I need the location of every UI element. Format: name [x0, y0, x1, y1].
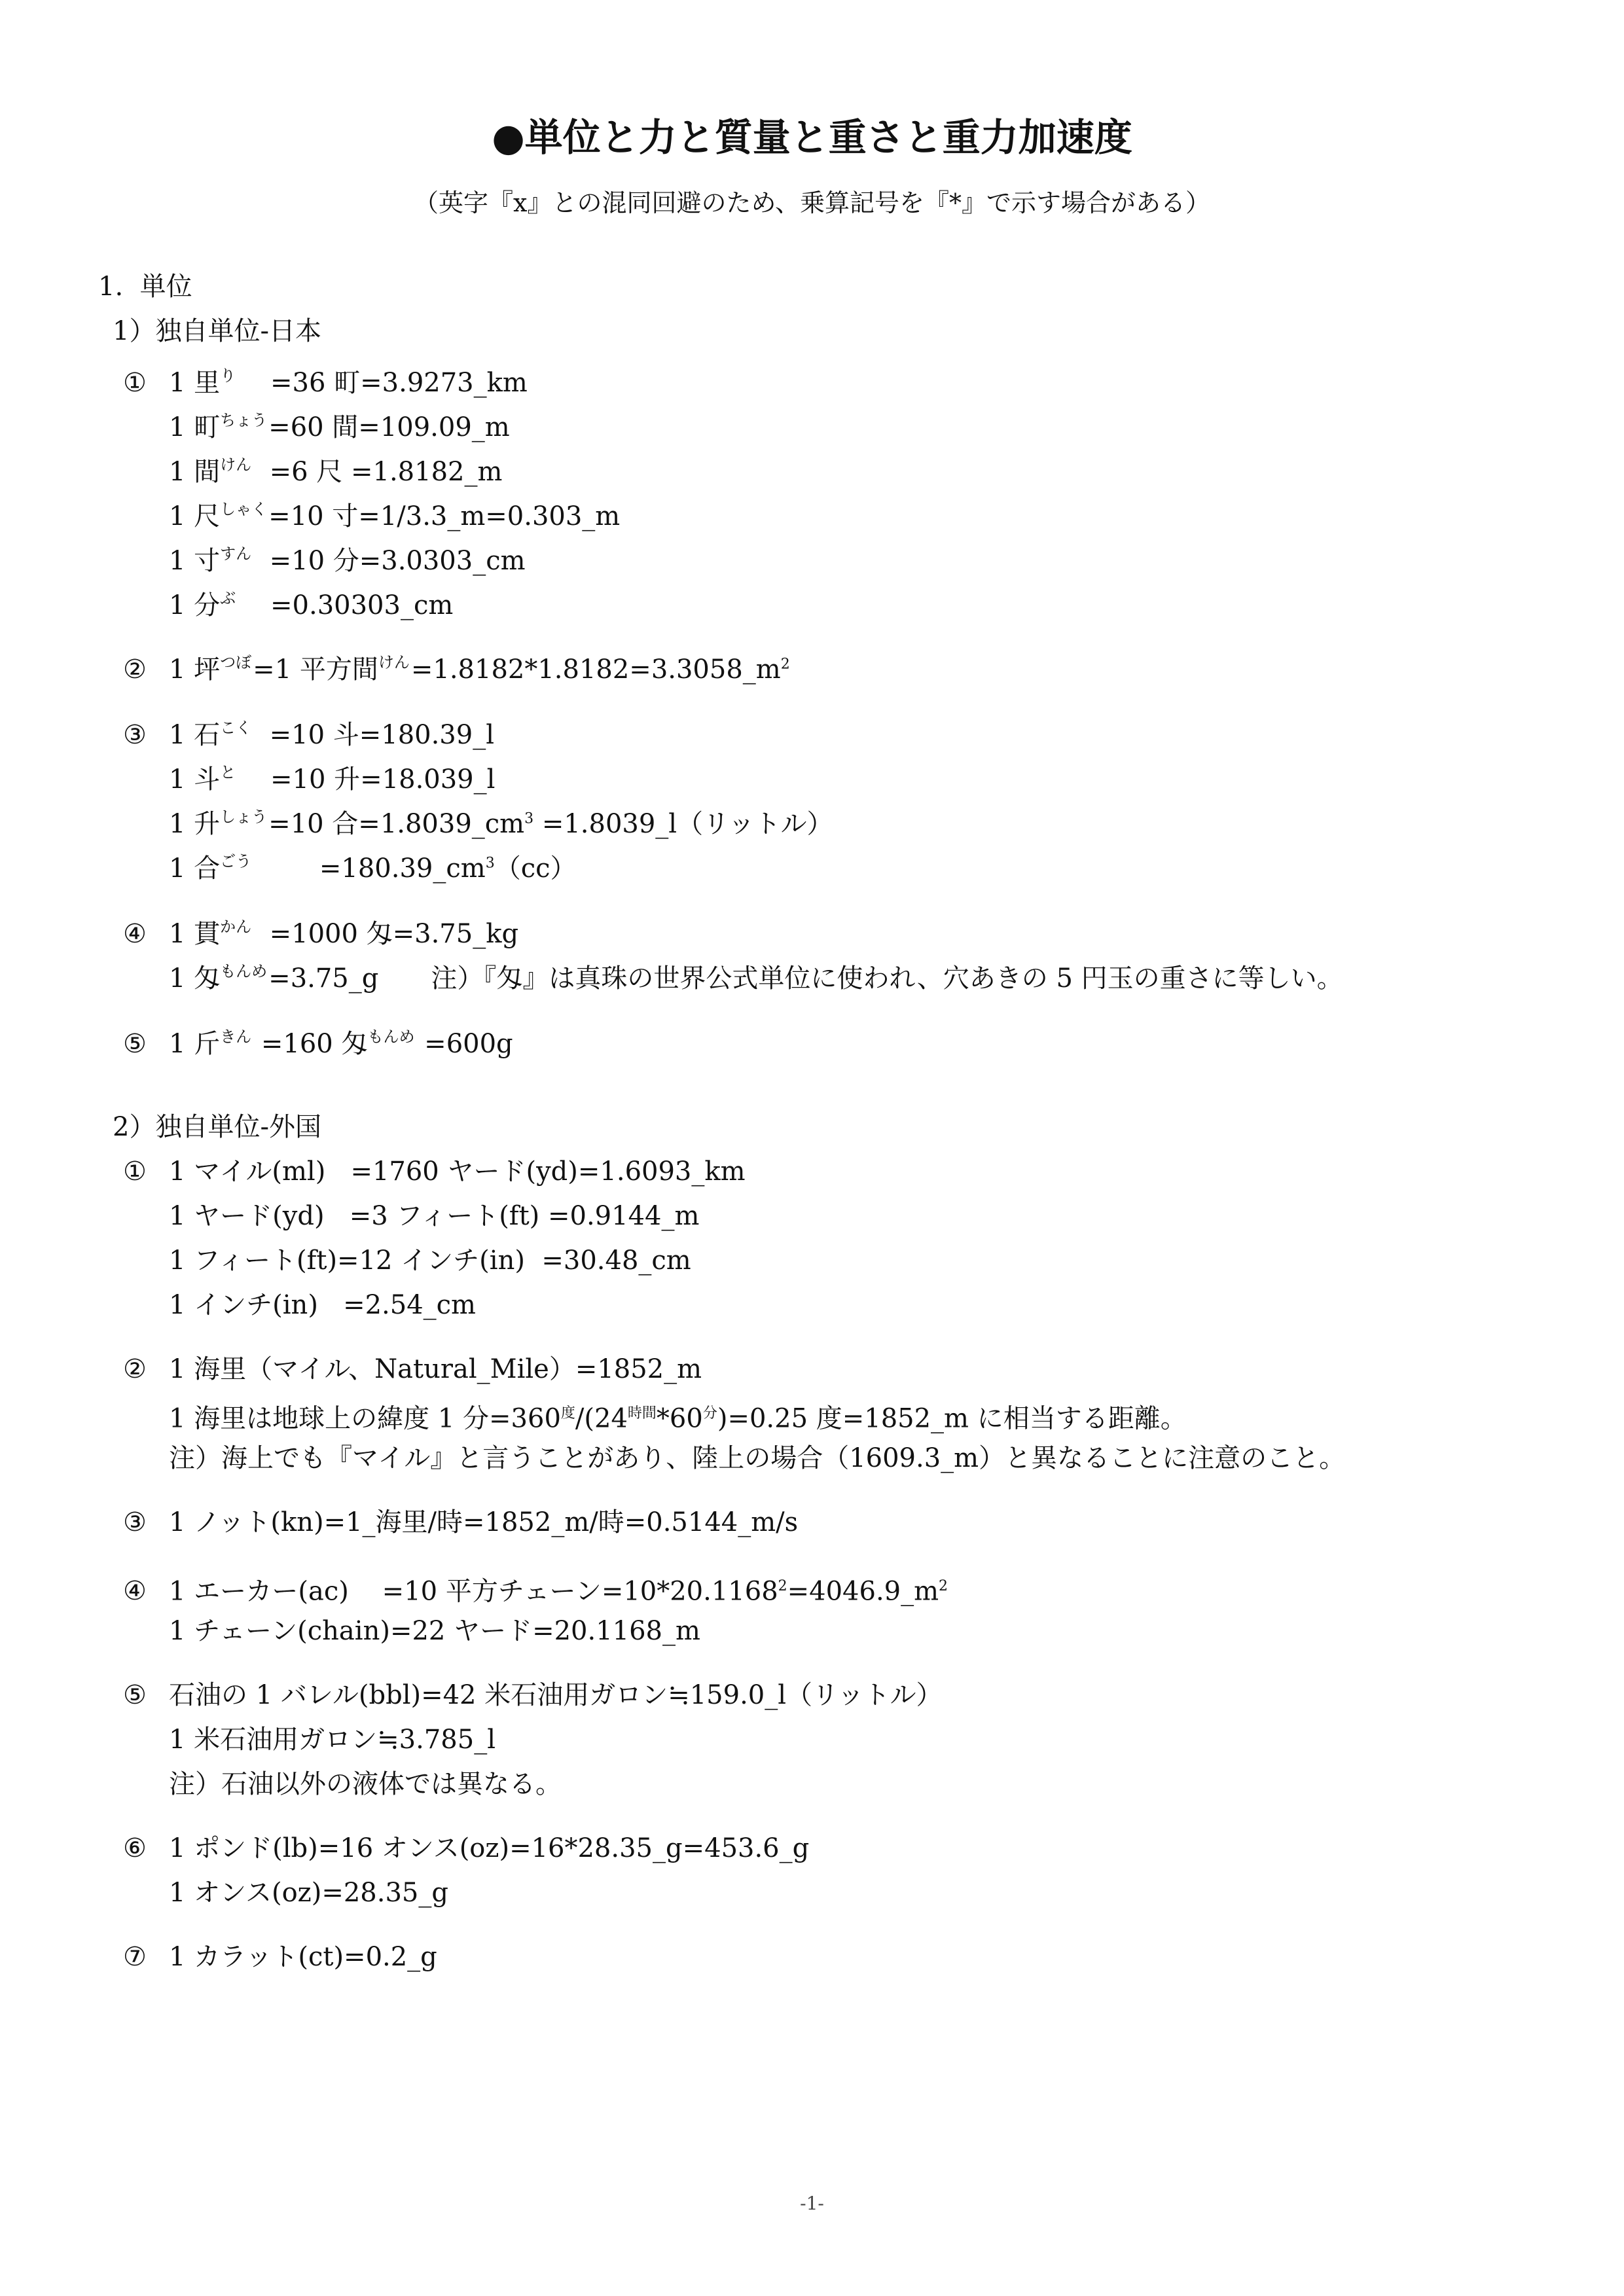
japan-item3-line1: [123, 709, 494, 753]
unit-term: 1 里: [169, 368, 221, 398]
unit-term: 1 分: [169, 590, 221, 620]
unit-definition: =10 分=3.0303_cm: [253, 546, 526, 576]
unit-definition: =1000 匁=3.75_kg: [253, 919, 519, 949]
ruby-reading: こく: [220, 719, 252, 737]
ruby-reading: もんめ: [367, 1028, 415, 1046]
foreign-item1-line1: [123, 1153, 746, 1190]
unit-definition: =10 寸=1/3.3_m=0.303_m: [268, 501, 621, 531]
foreign-item1-line3: 1 フィート(ft)=12 インチ(in) =30.48_cm: [169, 1246, 691, 1276]
foreign-item6-line1: [123, 1830, 809, 1867]
unit-term: 1 町: [169, 412, 221, 442]
foreign-item3-line1: [123, 1504, 798, 1541]
ruby-reading: もんめ: [220, 962, 268, 980]
foreign-item5-line1: [123, 1677, 942, 1713]
unit-definition: =6 尺 =1.8182_m: [253, 457, 503, 487]
unit-definition: =600g: [416, 1029, 513, 1059]
superscript: 3: [485, 855, 495, 872]
unit-term: 1 寸: [169, 546, 221, 576]
japan-item1-line4: [169, 491, 620, 535]
foreign-item7-line1: [123, 1939, 437, 1975]
unit-definition: 1 海里は地球上の緯度 1 分=360: [169, 1403, 561, 1434]
foreign-item4-line2: 1 チェーン(chain)=22 ヤード=20.1168_m: [169, 1616, 700, 1646]
japan-item5-line1: [123, 1018, 513, 1062]
foreign-item2-line3: 注）海上でも『マイル』と言うことがあり、陸上の場合（1609.3_m）と異なることに注意のこと。: [169, 1443, 1346, 1473]
unit-definition: =4046.9_m: [787, 1576, 939, 1607]
item-marker: ⑤: [123, 1680, 147, 1710]
item-marker: ①: [123, 1157, 147, 1187]
japan-item3-line3: [169, 798, 833, 842]
unit-definition: 1 海里（マイル、Natural_Mile）=1852_m: [169, 1354, 702, 1384]
ruby-reading: かん: [220, 918, 252, 936]
foreign-item5-line3: 注）石油以外の液体では異なる。: [169, 1769, 562, 1799]
foreign-item6-line2: 1 オンス(oz)=28.35_g: [169, 1878, 448, 1908]
japan-item1-line1: [123, 357, 528, 401]
page-title: ●単位と力と質量と重さと重力加速度: [492, 115, 1132, 160]
unit-term: 1 石: [169, 720, 221, 750]
japan-item1-line6: [169, 580, 453, 624]
superscript: 度: [560, 1405, 575, 1422]
japan-item3-line4: [169, 843, 577, 887]
page-subtitle: （英字『x』との混同回避のため、乗算記号を『*』で示す場合がある）: [414, 188, 1210, 217]
ruby-reading: つぼ: [220, 653, 252, 672]
unit-term: 1 合: [169, 853, 221, 884]
unit-term: 1 尺: [169, 501, 221, 531]
item-marker: ③: [123, 720, 147, 750]
item-marker: ⑤: [123, 1029, 147, 1059]
unit-term: 1 斗: [169, 764, 221, 795]
ruby-reading: けん: [220, 456, 252, 474]
japan-item1-line5: [169, 535, 526, 579]
unit-definition: =160 匁: [253, 1029, 368, 1059]
ruby-reading: と: [220, 763, 236, 781]
unit-term: 1 貫: [169, 919, 221, 949]
unit-definition: 1 カラット(ct)=0.2_g: [169, 1942, 437, 1972]
unit-definition: =0.30303_cm: [237, 590, 454, 620]
unit-definition: =180.39_cm: [253, 853, 486, 884]
item-marker: ⑦: [123, 1942, 147, 1972]
unit-definition: =60 間=109.09_m: [268, 412, 510, 442]
page-number: -1-: [800, 2193, 824, 2214]
superscript: 時間: [627, 1405, 657, 1422]
unit-definition: =1.8039_l（リットル）: [533, 809, 833, 839]
superscript: 3: [524, 810, 534, 827]
item-marker: ⑥: [123, 1833, 147, 1863]
unit-definition: =1 平方間: [253, 655, 378, 685]
japan-item1-line2: [169, 402, 510, 446]
unit-term: 1 斤: [169, 1029, 221, 1059]
japan-item3-line2: [169, 754, 495, 798]
unit-definition: =1.8182*1.8182=3.3058_m: [410, 655, 781, 685]
superscript: 2: [780, 656, 790, 673]
superscript: 2: [939, 1578, 948, 1594]
foreign-item1-line4: 1 インチ(in) =2.54_cm: [169, 1290, 476, 1320]
superscript: 分: [702, 1405, 717, 1422]
item-marker: ②: [123, 655, 147, 685]
ruby-reading: きん: [220, 1028, 252, 1046]
unit-definition: =10 斗=180.39_l: [253, 720, 494, 750]
item-marker: ④: [123, 919, 147, 949]
ruby-reading: ちょう: [220, 411, 268, 429]
unit-definition: 1 ノット(kn)=1_海里/時=1852_m/時=0.5144_m/s: [169, 1507, 799, 1537]
item-marker: ②: [123, 1354, 147, 1384]
ruby-reading: り: [220, 367, 236, 385]
note-text: 注）『匁』は真珠の世界公式単位に使われ、穴あきの 5 円玉の重さに等しい。: [431, 963, 1343, 994]
ruby-reading: すん: [220, 545, 252, 563]
unit-definition: =10 升=18.039_l: [237, 764, 496, 795]
ruby-reading: しょう: [220, 808, 268, 826]
unit-term: 1 坪: [169, 655, 221, 685]
ruby-reading: ぶ: [220, 589, 236, 607]
unit-term: 1 間: [169, 457, 221, 487]
unit-definition: =36 町=3.9273_km: [237, 368, 528, 398]
item-marker: ③: [123, 1507, 147, 1537]
foreign-item1-line2: 1 ヤード(yd) =3 フィート(ft) =0.9144_m: [169, 1201, 700, 1231]
foreign-item5-line2: 1 米石油用ガロン≒3.785_l: [169, 1725, 496, 1755]
superscript: 2: [778, 1578, 787, 1594]
unit-definition: 1 エーカー(ac) =10 平方チェーン=10*20.1168: [169, 1576, 778, 1607]
japan-item4-line2: [169, 953, 1343, 997]
ruby-reading: ごう: [220, 852, 252, 870]
item-marker: ①: [123, 368, 147, 398]
unit-definition: *60: [656, 1403, 703, 1434]
unit-definition: =10 合=1.8039_cm: [268, 809, 525, 839]
foreign-item2-line1: [123, 1351, 702, 1388]
unit-definition: 1 ポンド(lb)=16 オンス(oz)=16*28.35_g=453.6_g: [169, 1833, 810, 1863]
section-heading: 1. 単位: [98, 272, 192, 302]
foreign-item2-line2: [169, 1395, 1187, 1437]
foreign-item4-line1: [123, 1568, 948, 1609]
japan-item2-line1: [123, 644, 790, 688]
japan-item4-line1: [123, 908, 518, 952]
item-marker: ④: [123, 1576, 147, 1607]
unit-definition: =3.75_g: [268, 963, 379, 994]
ruby-reading: けん: [378, 653, 410, 672]
subsection-heading-foreign: 2）独自単位-外国: [113, 1112, 321, 1142]
unit-definition: （cc）: [494, 853, 577, 884]
japan-item1-line3: [169, 446, 502, 490]
unit-definition: /(24: [575, 1403, 628, 1434]
unit-definition: 石油の 1 バレル(bbl)=42 米石油用ガロン≒159.0_l（リットル）: [169, 1680, 943, 1710]
subsection-heading-japan: 1）独自単位-日本: [113, 316, 321, 346]
unit-term: 1 匁: [169, 963, 221, 994]
unit-definition: 1 マイル(ml) =1760 ヤード(yd)=1.6093_km: [169, 1157, 746, 1187]
unit-term: 1 升: [169, 809, 221, 839]
ruby-reading: しゃく: [220, 500, 268, 518]
unit-definition: )=0.25 度=1852_m に相当する距離。: [717, 1403, 1187, 1434]
